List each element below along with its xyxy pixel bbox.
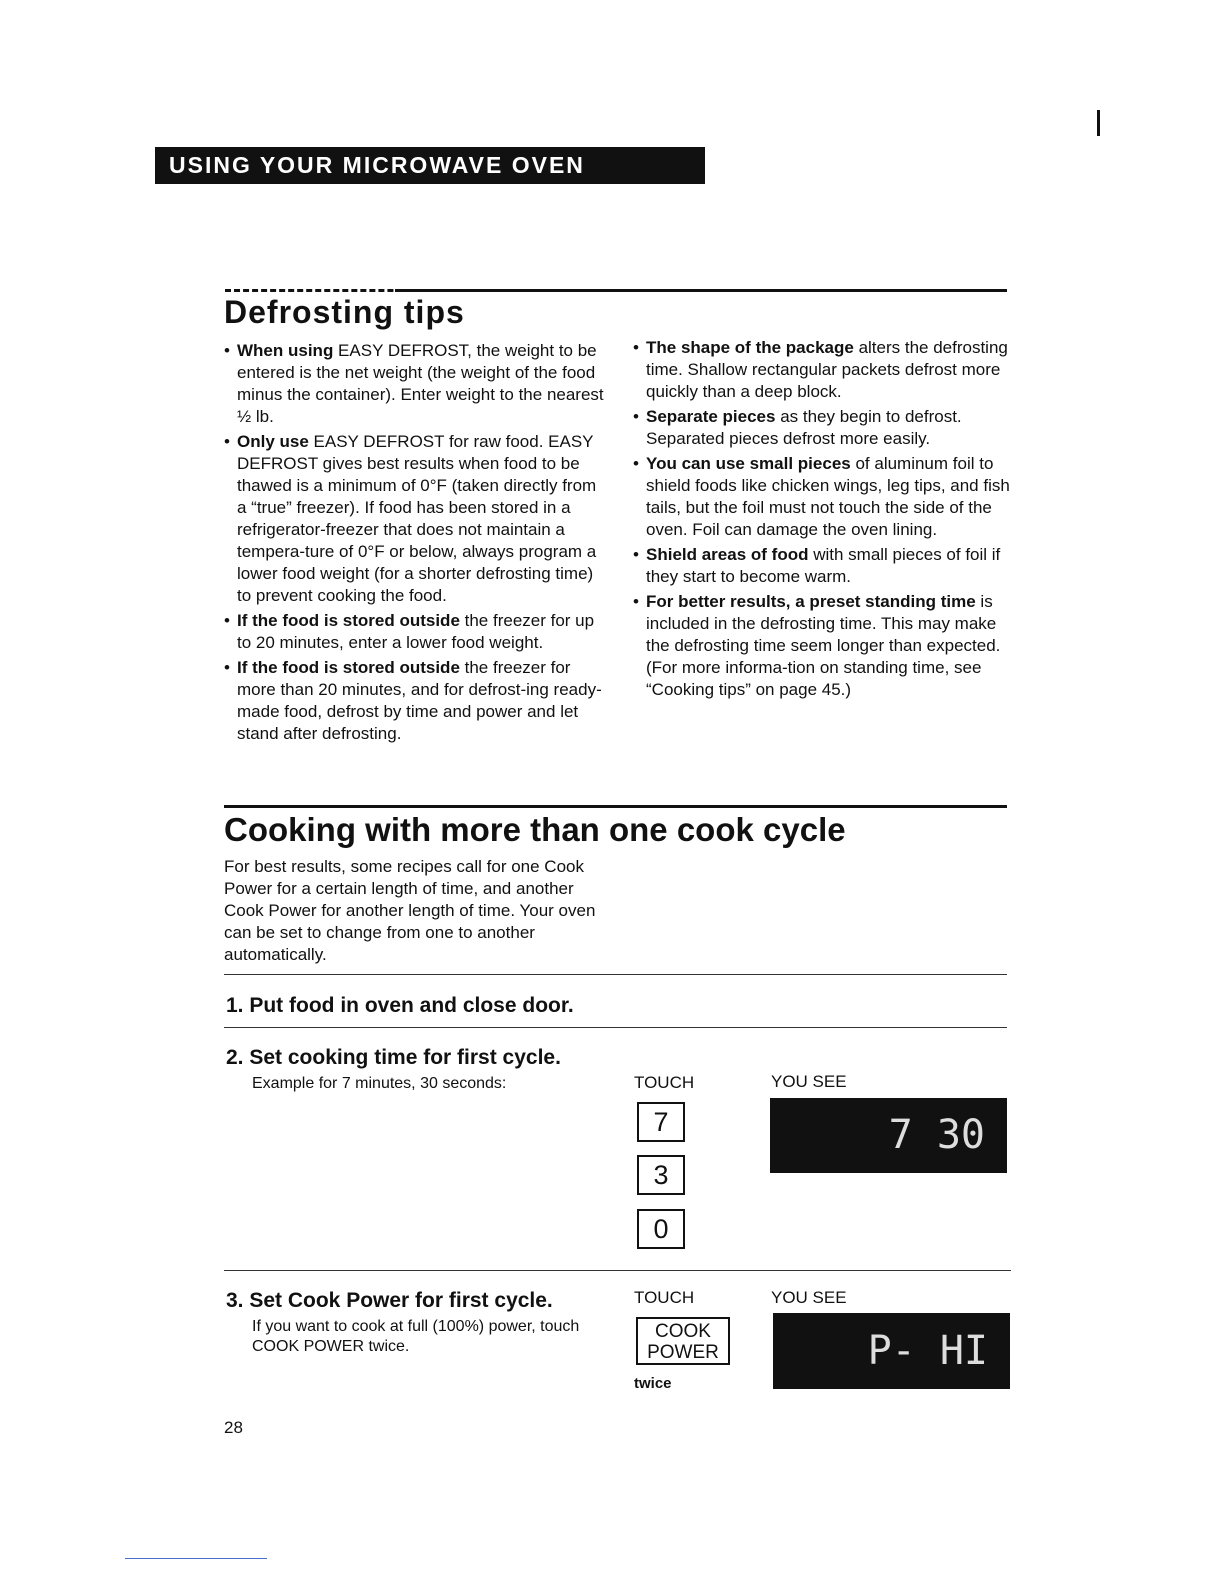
tip-item <box>224 431 604 607</box>
divider <box>224 974 1007 975</box>
tip-item <box>224 657 604 745</box>
defrosting-title: Defrosting tips <box>224 294 465 330</box>
you-see-label: YOU SEE <box>771 1288 847 1307</box>
defrost-tips-right <box>633 337 1013 704</box>
tip-lead: If the food is stored outside <box>237 611 460 630</box>
divider <box>224 805 1007 808</box>
tip-text: as they begin to defrost. Separated pieces defrost more easily. <box>646 407 962 448</box>
step-2-title: 2. Set cooking time for first cycle. <box>226 1046 561 1069</box>
tip-text: with small pieces of foil if they start to become warm. <box>646 545 1001 586</box>
tip-item <box>633 337 1013 403</box>
cooking-intro: For best results, some recipes call for one Cook Power for a certain length of time, and another Cook Power for another length of time. Your oven can be set to change from one to another automatically. <box>224 857 596 964</box>
tip-item <box>633 453 1013 541</box>
tip-text: alters the defrosting time. Shallow rectangular packets defrost more quickly than a deep block. <box>646 338 1008 401</box>
key-0[interactable]: 0 <box>637 1209 685 1249</box>
tip-text: EASY DEFROST, the weight to be entered is the net weight (the weight of the food minus the container). Enter weight to the nearest ½ lb. <box>237 341 604 426</box>
tip-lead: Shield areas of food <box>646 545 809 564</box>
press-twice-note: twice <box>634 1375 672 1392</box>
tip-lead: The shape of the package <box>646 338 854 357</box>
divider <box>224 1027 1007 1028</box>
you-see-label: YOU SEE <box>771 1072 847 1091</box>
tip-lead: If the food is stored outside <box>237 658 460 677</box>
cook-power-label-line1: COOK <box>655 1321 711 1342</box>
touch-label: TOUCH <box>634 1073 695 1092</box>
step-2-example: Example for 7 minutes, 30 seconds: <box>252 1075 507 1092</box>
key-7[interactable]: 7 <box>637 1102 685 1142</box>
tip-lead: When using <box>237 341 334 360</box>
step-3-title: 3. Set Cook Power for first cycle. <box>226 1289 553 1312</box>
tip-lead: You can use small pieces <box>646 454 851 473</box>
cook-power-button[interactable] <box>636 1317 730 1365</box>
page-number: 28 <box>224 1418 243 1437</box>
footer-line <box>125 1558 267 1559</box>
divider <box>395 289 1007 292</box>
cook-power-label-line2: POWER <box>647 1342 719 1363</box>
tip-item <box>633 591 1013 701</box>
tip-item <box>633 544 1013 588</box>
display-time: 7 30 <box>770 1098 1007 1173</box>
step-1-title: 1. Put food in oven and close door. <box>226 994 574 1017</box>
margin-mark <box>1097 110 1100 136</box>
tip-text: EASY DEFROST for raw food. EASY DEFROST gives best results when food to be thawed is a minimum of 0°F (taken directly from a “true” freezer). If food has been stored in a refrigerator-freezer that does not maintain a tempera-ture of 0°F or below, always program a lower food weight (for a shorter defrosting time) to prevent cooking the food. <box>237 432 597 605</box>
tip-lead: Only use <box>237 432 309 451</box>
section-banner: USING YOUR MICROWAVE OVEN <box>155 147 705 184</box>
tip-lead: For better results, a preset standing time <box>646 592 976 611</box>
touch-label: TOUCH <box>634 1288 695 1307</box>
step-3-instructions: If you want to cook at full (100%) power, touch COOK POWER twice. <box>252 1318 580 1355</box>
tip-item <box>224 610 604 654</box>
defrost-tips-left <box>224 340 604 748</box>
tip-item <box>633 406 1013 450</box>
display-power: P- HI <box>773 1313 1010 1389</box>
tip-text: is included in the defrosting time. This may make the defrosting time seem longer than expected. (For more informa-tion on standing time, see “Cooking tips” on page 45.) <box>646 592 1001 699</box>
divider <box>224 1270 1011 1271</box>
tip-text: of aluminum foil to shield foods like chicken wings, leg tips, and fish tails, but the foil must not touch the side of the oven. Foil can damage the oven lining. <box>646 454 1010 539</box>
tip-text: the freezer for more than 20 minutes, and for defrost-ing ready-made food, defrost by time and power and let stand after defrosting. <box>237 658 602 743</box>
tip-text: the freezer for up to 20 minutes, enter a lower food weight. <box>237 611 595 652</box>
cooking-title: Cooking with more than one cook cycle <box>224 811 846 848</box>
key-3[interactable]: 3 <box>637 1155 685 1195</box>
tip-item <box>224 340 604 428</box>
tip-lead: Separate pieces <box>646 407 776 426</box>
